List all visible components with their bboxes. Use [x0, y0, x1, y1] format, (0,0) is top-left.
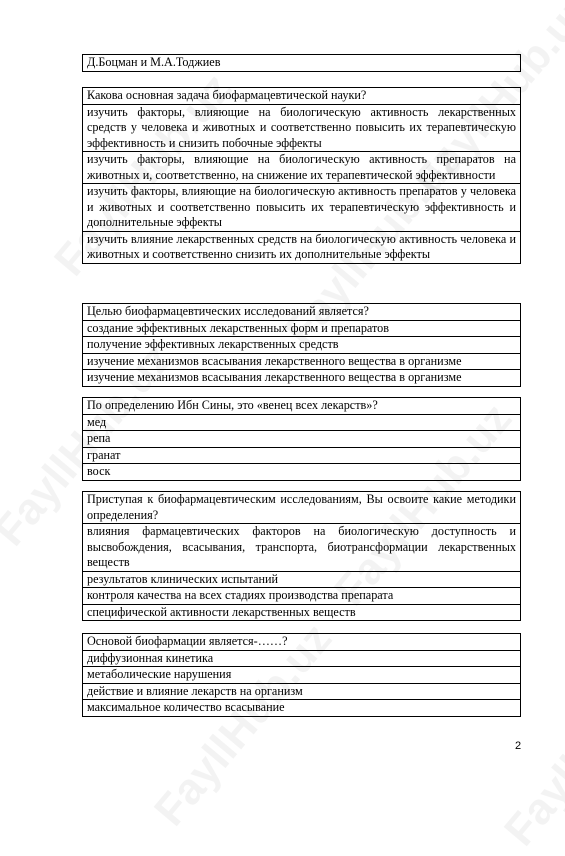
answer-option: диффузионная кинетика	[83, 650, 521, 667]
answer-row	[83, 152, 521, 184]
answer-option: гранат	[83, 447, 521, 464]
answer-row	[83, 431, 521, 448]
question-row	[83, 88, 521, 105]
answer-option: репа	[83, 431, 521, 448]
answer-row	[83, 447, 521, 464]
answer-row	[83, 667, 521, 684]
answer-row	[83, 353, 521, 370]
author-row	[83, 55, 521, 72]
answer-row	[83, 683, 521, 700]
question-text: Какова основная задача биофармацевтической науки?	[83, 88, 521, 105]
answer-row	[83, 700, 521, 717]
answer-row	[83, 370, 521, 387]
answer-option: максимальное количество всасывание	[83, 700, 521, 717]
answer-option: изучить влияние лекарственных средств на биологическую активность человека и животных и соответственно снизить их дополнительные эффекты	[83, 231, 521, 263]
answer-row	[83, 588, 521, 605]
question-block-4	[82, 491, 521, 621]
answer-row	[83, 650, 521, 667]
answer-row	[83, 320, 521, 337]
answer-option: результатов клинических испытаний	[83, 571, 521, 588]
answer-option: изучить факторы, влияющие на биологическую активность препаратов у человека и животных и соответственно повысить их терапевтическую эффективность и дополнительные эффекты	[83, 184, 521, 232]
question-text: Основой биофармации является-……?	[83, 634, 521, 651]
answer-option: контроля качества на всех стадиях производства препарата	[83, 588, 521, 605]
question-block-3	[82, 397, 521, 481]
author-box	[82, 54, 521, 72]
answer-row	[83, 104, 521, 152]
answer-option: изучение механизмов всасывания лекарственного вещества в организме	[83, 353, 521, 370]
answer-row	[83, 337, 521, 354]
answer-option: изучение механизмов всасывания лекарственного вещества в организме	[83, 370, 521, 387]
answer-option: создание эффективных лекарственных форм и препаратов	[83, 320, 521, 337]
question-text: Целью биофармацевтических исследований является?	[83, 304, 521, 321]
answer-row	[83, 184, 521, 232]
question-block-2	[82, 303, 521, 387]
answer-row	[83, 524, 521, 572]
answer-option: метаболические нарушения	[83, 667, 521, 684]
question-row	[83, 398, 521, 415]
answer-option: изучить факторы, влияющие на биологическую активность лекарственных средств у человека и животных и соответственно повысить их терапевтическую эффективность и снизить побочные эффекты	[83, 104, 521, 152]
question-row	[83, 634, 521, 651]
answer-option: получение эффективных лекарственных средств	[83, 337, 521, 354]
question-text: По определению Ибн Сины, это «венец всех лекарств»?	[83, 398, 521, 415]
question-text: Приступая к биофармацевтическим исследованиям, Вы освоите какие методики определения?	[83, 492, 521, 524]
answer-row	[83, 231, 521, 263]
answer-row	[83, 414, 521, 431]
answer-row	[83, 571, 521, 588]
author-names: Д.Боцман и М.А.Тоджиев	[83, 55, 521, 72]
answer-option: влияния фармацевтических факторов на биологическую доступность и высвобождения, всасывания, транспорта, биотрансформации лекарственных веществ	[83, 524, 521, 572]
answer-option: изучить факторы, влияющие на биологическую активность препаратов на животных и, соответственно, на снижение их терапевтической эффективности	[83, 152, 521, 184]
answer-option: воск	[83, 464, 521, 481]
answer-option: специфической активности лекарственных веществ	[83, 604, 521, 621]
answer-row	[83, 604, 521, 621]
page-number: 2	[515, 740, 522, 752]
question-block-1	[82, 87, 521, 264]
question-block-5	[82, 633, 521, 717]
answer-option: действие и влияние лекарств на организм	[83, 683, 521, 700]
answer-row	[83, 464, 521, 481]
answer-option: мед	[83, 414, 521, 431]
question-row	[83, 304, 521, 321]
question-row	[83, 492, 521, 524]
